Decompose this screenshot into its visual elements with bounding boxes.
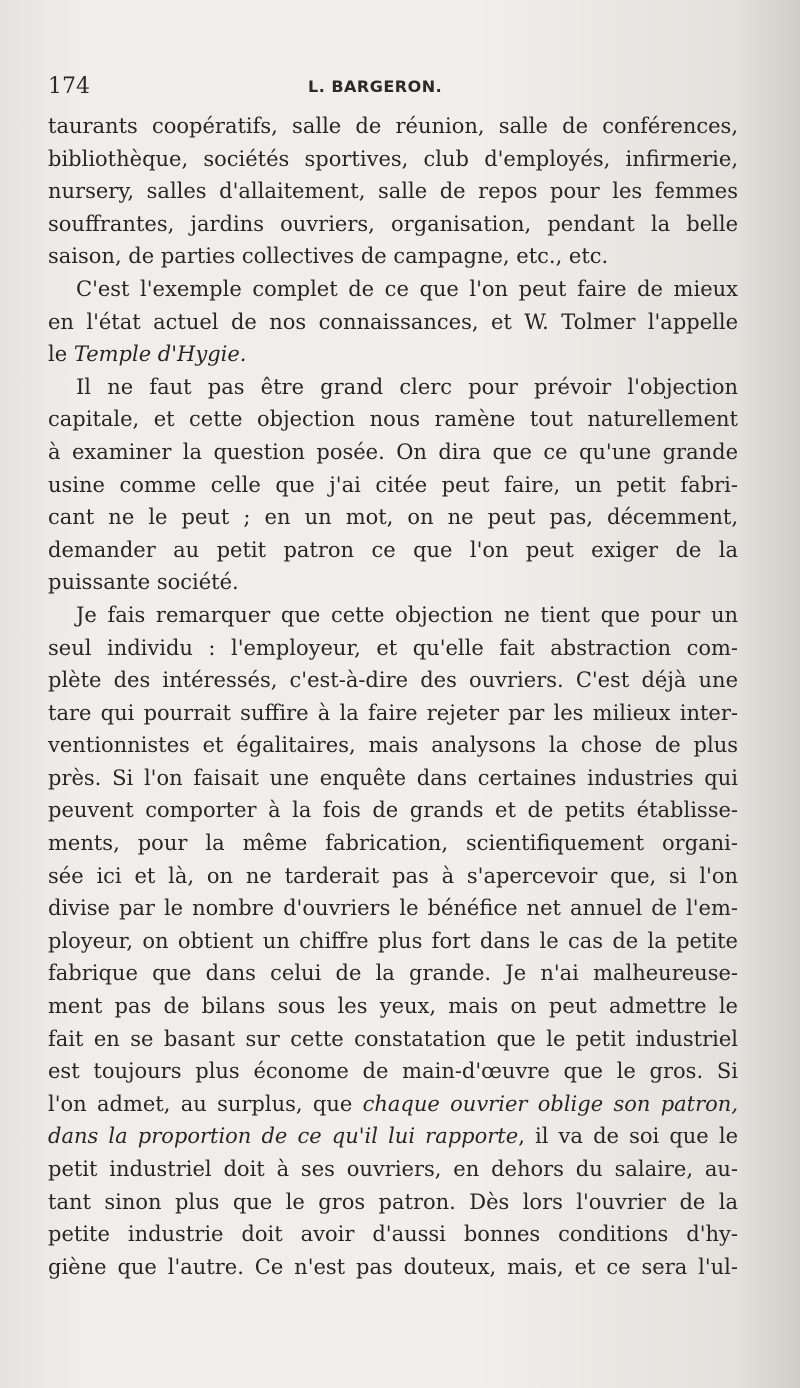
- italic-text: chaque ouvrier oblige son patron,: [362, 1091, 738, 1116]
- text-line: demander au petit patron ce que l'on peut exiger de la: [48, 537, 738, 562]
- text-line: sée ici et là, on ne tarderait pas à s'apercevoir que, si l'on: [48, 863, 738, 888]
- page-header: [48, 74, 738, 104]
- italic-text: dans la proportion de ce qu'il lui rapporte: [48, 1124, 519, 1149]
- text-line: souffrantes, jardins ouvriers, organisation, pendant la belle: [48, 211, 738, 236]
- text-span: l'on admet, au surplus, que: [48, 1091, 363, 1116]
- text-line: à examiner la question posée. On dira que ce qu'une grande: [48, 439, 738, 464]
- text-line: puissante société.: [48, 570, 239, 595]
- text-line: bibliothèque, sociétés sportives, club d'employés, infirmerie,: [48, 146, 738, 171]
- text-line: plète des intéressés, c'est-à-dire des ouvriers. C'est déjà une: [48, 668, 738, 693]
- text-line: près. Si l'on faisait une enquête dans certaines industries qui: [48, 765, 738, 790]
- text-line: peuvent comporter à la fois de grands et de petits établisse-: [48, 798, 738, 823]
- text-line: Il ne faut pas être grand clerc pour prévoir l'objection: [76, 374, 738, 399]
- text-line: fabrique que dans celui de la grande. Je n'ai malheureuse-: [48, 961, 738, 986]
- text-line: tare qui pourrait suffire à la faire rejeter par les milieux inter-: [48, 700, 738, 725]
- text-line: [48, 1088, 738, 1121]
- text-line: C'est l'exemple complet de ce que l'on peut faire de mieux: [76, 276, 738, 301]
- text-line: tant sinon plus que le gros patron. Dès lors l'ouvrier de la: [48, 1189, 738, 1214]
- text-line: ment pas de bilans sous les yeux, mais on peut admettre le: [48, 994, 738, 1019]
- text-line: est toujours plus économe de main-d'œuvre que le gros. Si: [48, 1059, 738, 1084]
- text-line: petit industriel doit à ses ouvriers, en dehors du salaire, au-: [48, 1157, 738, 1181]
- text-line: seul individu : l'employeur, et qu'elle fait abstraction com-: [48, 635, 738, 660]
- text-line: Je fais remarquer que cette objection ne tient que pour un: [76, 602, 738, 627]
- text-line: taurants coopératifs, salle de réunion, salle de conférences,: [48, 114, 738, 138]
- text-span: , il va de soi que le: [518, 1124, 739, 1149]
- text-line: cant ne le peut ; en un mot, on ne peut pas, décemment,: [48, 505, 738, 530]
- text-line: divise par le nombre d'ouvriers le bénéfice net annuel de l'em-: [48, 896, 738, 921]
- text-line: ventionnistes et égalitaires, mais analysons la chose de plus: [48, 733, 738, 758]
- text-line: [48, 338, 738, 371]
- text-line: ployeur, on obtient un chiffre plus fort dans le cas de la petite: [48, 928, 738, 953]
- text-line: ments, pour la même fabrication, scientifiquement organi-: [48, 831, 738, 856]
- text-line: capitale, et cette objection nous ramène tout naturellement: [48, 407, 738, 432]
- text-line: nursery, salles d'allaitement, salle de repos pour les femmes: [48, 179, 738, 204]
- text-line: petite industrie doit avoir d'aussi bonnes conditions d'hy-: [48, 1222, 738, 1247]
- text-line: [48, 1120, 738, 1153]
- body-text: [48, 110, 738, 1283]
- text-line: en l'état actuel de nos connaissances, et W. Tolmer l'appelle: [48, 309, 738, 334]
- text-line: fait en se basant sur cette constatation que le petit industriel: [48, 1026, 738, 1051]
- text-line: saison, de parties collectives de campagne, etc., etc.: [48, 244, 609, 269]
- text-line: usine comme celle que j'ai citée peut faire, un petit fabri-: [48, 472, 738, 497]
- page-number: 174: [48, 74, 90, 99]
- text-line: giène que l'autre. Ce n'est pas douteux, mais, et ce sera l'ul-: [48, 1254, 738, 1279]
- text-span: le: [48, 342, 74, 367]
- running-head: L. BARGERON.: [308, 77, 443, 96]
- italic-text: Temple d'Hygie.: [73, 342, 247, 367]
